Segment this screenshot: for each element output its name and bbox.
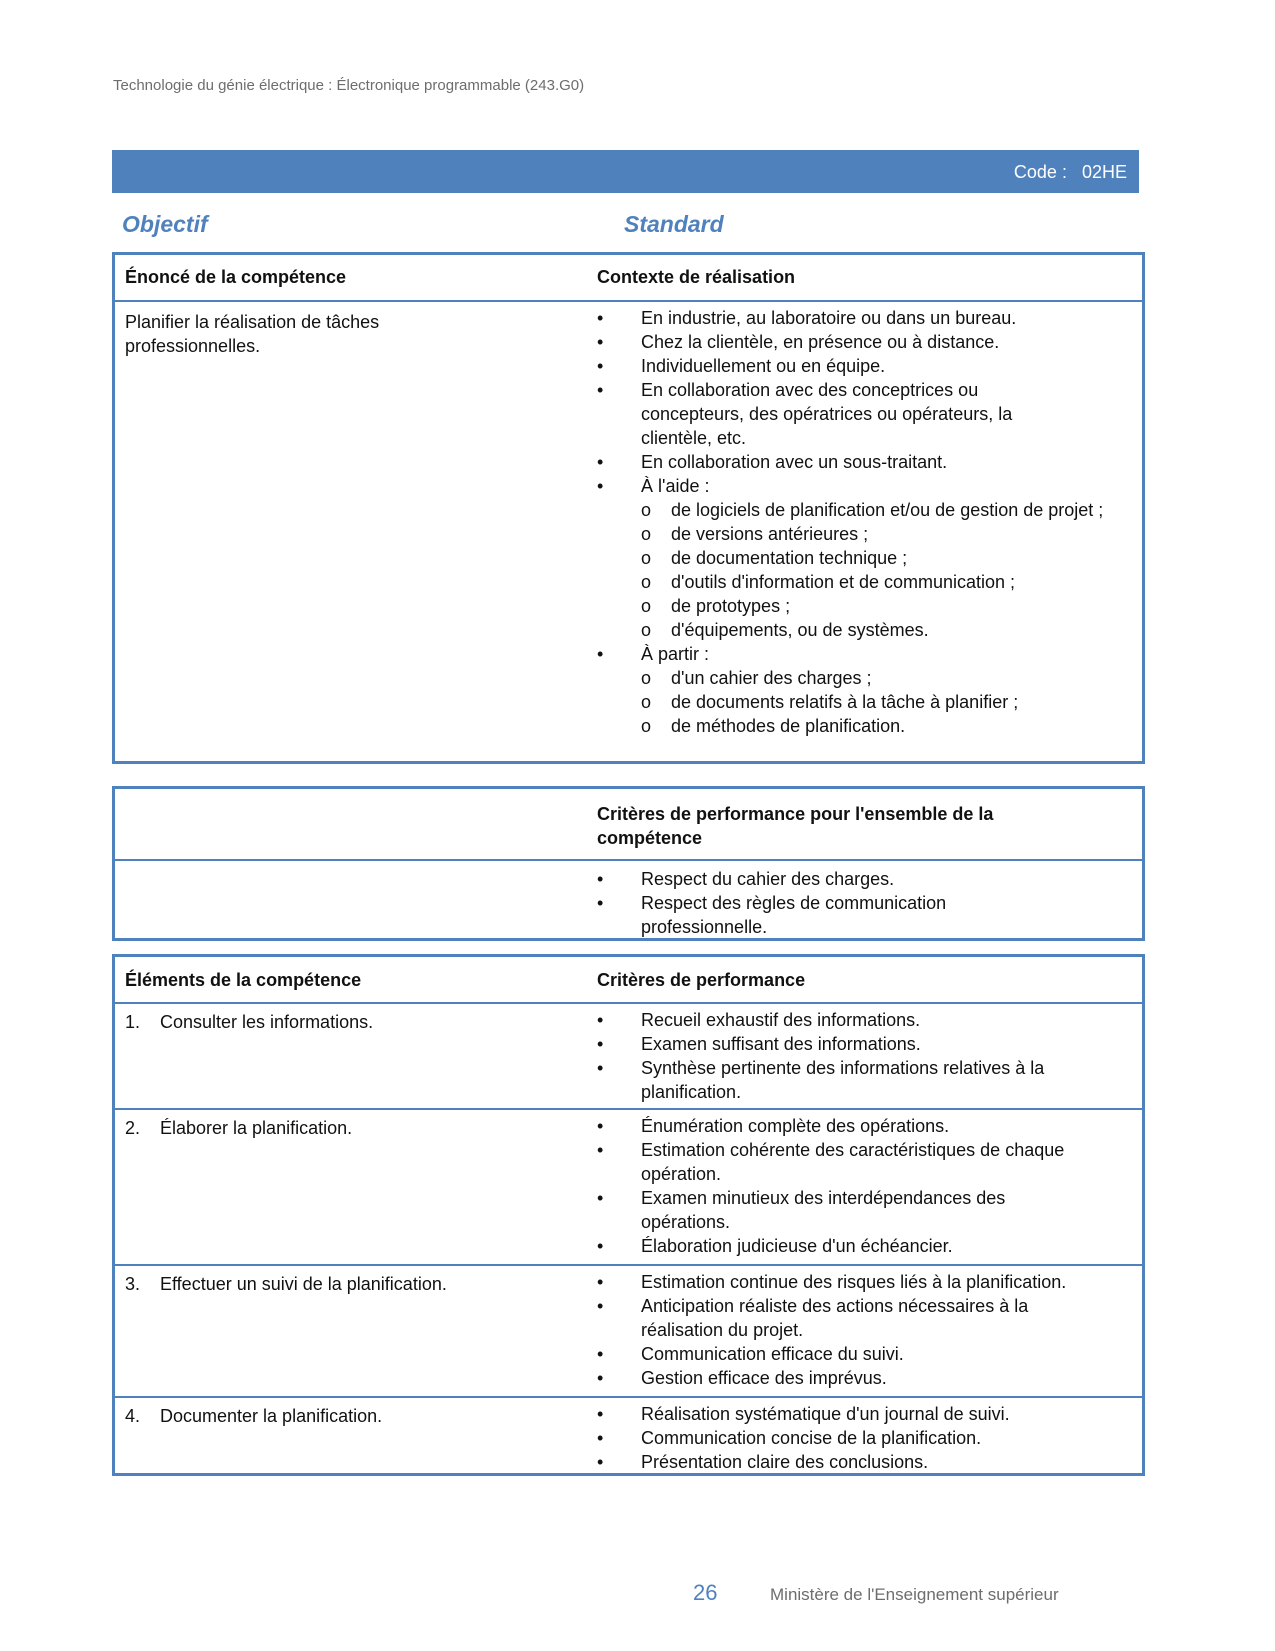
running-head: Technologie du génie électrique : Électronique programmable (243.G0) (113, 77, 585, 94)
element-number: 4. (125, 1406, 141, 1426)
criteres-ensemble-list (597, 867, 1137, 939)
criterion-item: • Recueil exhaustif des informations. (597, 1010, 921, 1030)
element-number: 3. (125, 1274, 141, 1294)
contexte-item: • Chez la clientèle, en présence ou à distance. (597, 332, 1000, 352)
criteres-ensemble-header-row (115, 789, 1142, 859)
enonce-text (125, 310, 595, 358)
bullet-icon: • (597, 869, 604, 889)
footer-organization: Ministère de l'Enseignement supérieur (770, 1585, 1059, 1604)
code-bar (112, 150, 1139, 193)
element-label: 4. Documenter la planification. (125, 1406, 383, 1426)
element-row (115, 1002, 1142, 1108)
bullet-icon: • (597, 1058, 604, 1078)
bullet-icon: • (597, 1452, 604, 1472)
contexte-subitem: o de documents relatifs à la tâche à planifier ; (641, 692, 1019, 712)
criterion-item: • Présentation claire des conclusions. (597, 1452, 929, 1472)
competence-header-row (115, 255, 1142, 300)
bullet-icon: • (597, 452, 604, 472)
criteres-ensemble-block (112, 786, 1145, 941)
criterion-item: • Estimation cohérente des caractéristiques de chaque opération. (597, 1140, 1065, 1184)
criteres-header: Critères de performance (597, 970, 806, 990)
criterion-item: • Anticipation réaliste des actions nécessaires à la réalisation du projet. (597, 1296, 1029, 1340)
code-value: 02HE (1081, 162, 1127, 182)
criterion-item: • Estimation continue des risques liés à la planification. (597, 1272, 1067, 1292)
bullet-icon: • (597, 308, 604, 328)
contexte-item: • En industrie, au laboratoire ou dans un bureau. (597, 308, 1017, 328)
element-row (115, 1108, 1142, 1264)
standard-label: Standard (624, 211, 724, 237)
criteres-ensemble-item: • Respect du cahier des charges. (597, 869, 895, 889)
elements-header-row (115, 957, 1142, 1002)
criteres-ensemble-header: Critères de performance pour l'ensemble de la compétence (597, 804, 994, 848)
bullet-icon: • (597, 1236, 604, 1256)
element-label: 1. Consulter les informations. (125, 1012, 374, 1032)
bullet-icon: • (597, 1428, 604, 1448)
criterion-item: • Communication efficace du suivi. (597, 1344, 904, 1364)
bullet-icon: • (597, 1140, 604, 1160)
contexte-subitem: o d'un cahier des charges ; (641, 668, 872, 688)
bullet-icon: • (597, 1368, 604, 1388)
elements-header: Éléments de la compétence (125, 970, 362, 990)
element-criteria (597, 1270, 1137, 1390)
element-label: 3. Effectuer un suivi de la planification. (125, 1274, 447, 1294)
bullet-icon: • (597, 893, 604, 913)
element-criteria (597, 1008, 1137, 1104)
sub-bullet-icon: o (641, 500, 652, 520)
sub-bullet-icon: o (641, 668, 652, 688)
sub-bullet-icon: o (641, 620, 652, 640)
page-number: 26 (693, 1580, 718, 1605)
contexte-item: • À l'aide : o de logiciels de planification et/ou de gestion de projet ; o de versions antérieures ; o de documentation technique ; o d'outils d'information et de communication ; o de prototypes ; o d'équipements, ou de systèmes. (597, 474, 1137, 642)
contexte-list (597, 306, 1137, 738)
criterion-item: • Réalisation systématique d'un journal de suivi. (597, 1404, 1010, 1424)
bullet-icon: • (597, 380, 604, 400)
contexte-subitem: o d'outils d'information et de communication ; (641, 572, 1016, 592)
contexte-subitem: o de logiciels de planification et/ou de gestion de projet ; (641, 500, 1104, 520)
criterion-item: • Synthèse pertinente des informations relatives à la planification. (597, 1058, 1045, 1102)
sub-bullet-icon: o (641, 524, 652, 544)
bullet-icon: • (597, 1296, 604, 1316)
bullet-icon: • (597, 1010, 604, 1030)
element-number: 1. (125, 1012, 141, 1032)
element-number: 2. (125, 1118, 141, 1138)
criteres-ensemble-item: • Respect des règles de communication professionnelle. (597, 893, 947, 937)
criteres-ensemble-body-row (115, 859, 1142, 938)
enonce-line: Planifier la réalisation de tâches (125, 312, 380, 332)
objectif-label: Objectif (122, 211, 208, 237)
element-criteria (597, 1402, 1137, 1474)
bullet-icon: • (597, 644, 604, 664)
element-row (115, 1396, 1142, 1477)
element-label: 2. Élaborer la planification. (125, 1118, 353, 1138)
bullet-icon: • (597, 356, 604, 376)
bullet-icon: • (597, 1116, 604, 1136)
bullet-icon: • (597, 1188, 604, 1208)
criterion-item: • Communication concise de la planification. (597, 1428, 982, 1448)
criterion-item: • Examen suffisant des informations. (597, 1034, 921, 1054)
contexte-subitem: o d'équipements, ou de systèmes. (641, 620, 929, 640)
sub-bullet-icon: o (641, 548, 652, 568)
criterion-item: • Gestion efficace des imprévus. (597, 1368, 887, 1388)
elements-block (112, 954, 1145, 1476)
contexte-item: • À partir : o d'un cahier des charges ; o de documents relatifs à la tâche à planifier ; o de méthodes de planification. (597, 642, 1137, 738)
contexte-header: Contexte de réalisation (597, 267, 796, 287)
criterion-item: • Élaboration judicieuse d'un échéancier. (597, 1236, 953, 1256)
sub-bullet-icon: o (641, 716, 652, 736)
sub-bullet-icon: o (641, 596, 652, 616)
element-row (115, 1264, 1142, 1396)
bullet-icon: • (597, 1272, 604, 1292)
contexte-subitem: o de prototypes ; (641, 596, 791, 616)
contexte-subitem: o de documentation technique ; (641, 548, 908, 568)
sub-bullet-icon: o (641, 572, 652, 592)
contexte-subitem: o de méthodes de planification. (641, 716, 906, 736)
course-code (1014, 162, 1127, 183)
competence-block (112, 252, 1145, 764)
bullet-icon: • (597, 1034, 604, 1054)
sub-bullet-icon: o (641, 692, 652, 712)
element-criteria (597, 1114, 1137, 1258)
enonce-header: Énoncé de la compétence (125, 267, 347, 287)
criterion-item: • Examen minutieux des interdépendances des opérations. (597, 1188, 1006, 1232)
contexte-subitem: o de versions antérieures ; (641, 524, 869, 544)
bullet-icon: • (597, 1344, 604, 1364)
code-label: Code : (1013, 162, 1067, 182)
bullet-icon: • (597, 476, 604, 496)
bullet-icon: • (597, 332, 604, 352)
contexte-item: • En collaboration avec un sous-traitant. (597, 452, 948, 472)
competence-body-row (115, 300, 1142, 761)
contexte-item: • En collaboration avec des conceptrices ou concepteurs, des opératrices ou opérateurs, la clientèle, etc. (597, 380, 1013, 448)
enonce-line: professionnelles. (125, 336, 261, 356)
bullet-icon: • (597, 1404, 604, 1424)
criterion-item: • Énumération complète des opérations. (597, 1116, 950, 1136)
contexte-item: • Individuellement ou en équipe. (597, 356, 886, 376)
